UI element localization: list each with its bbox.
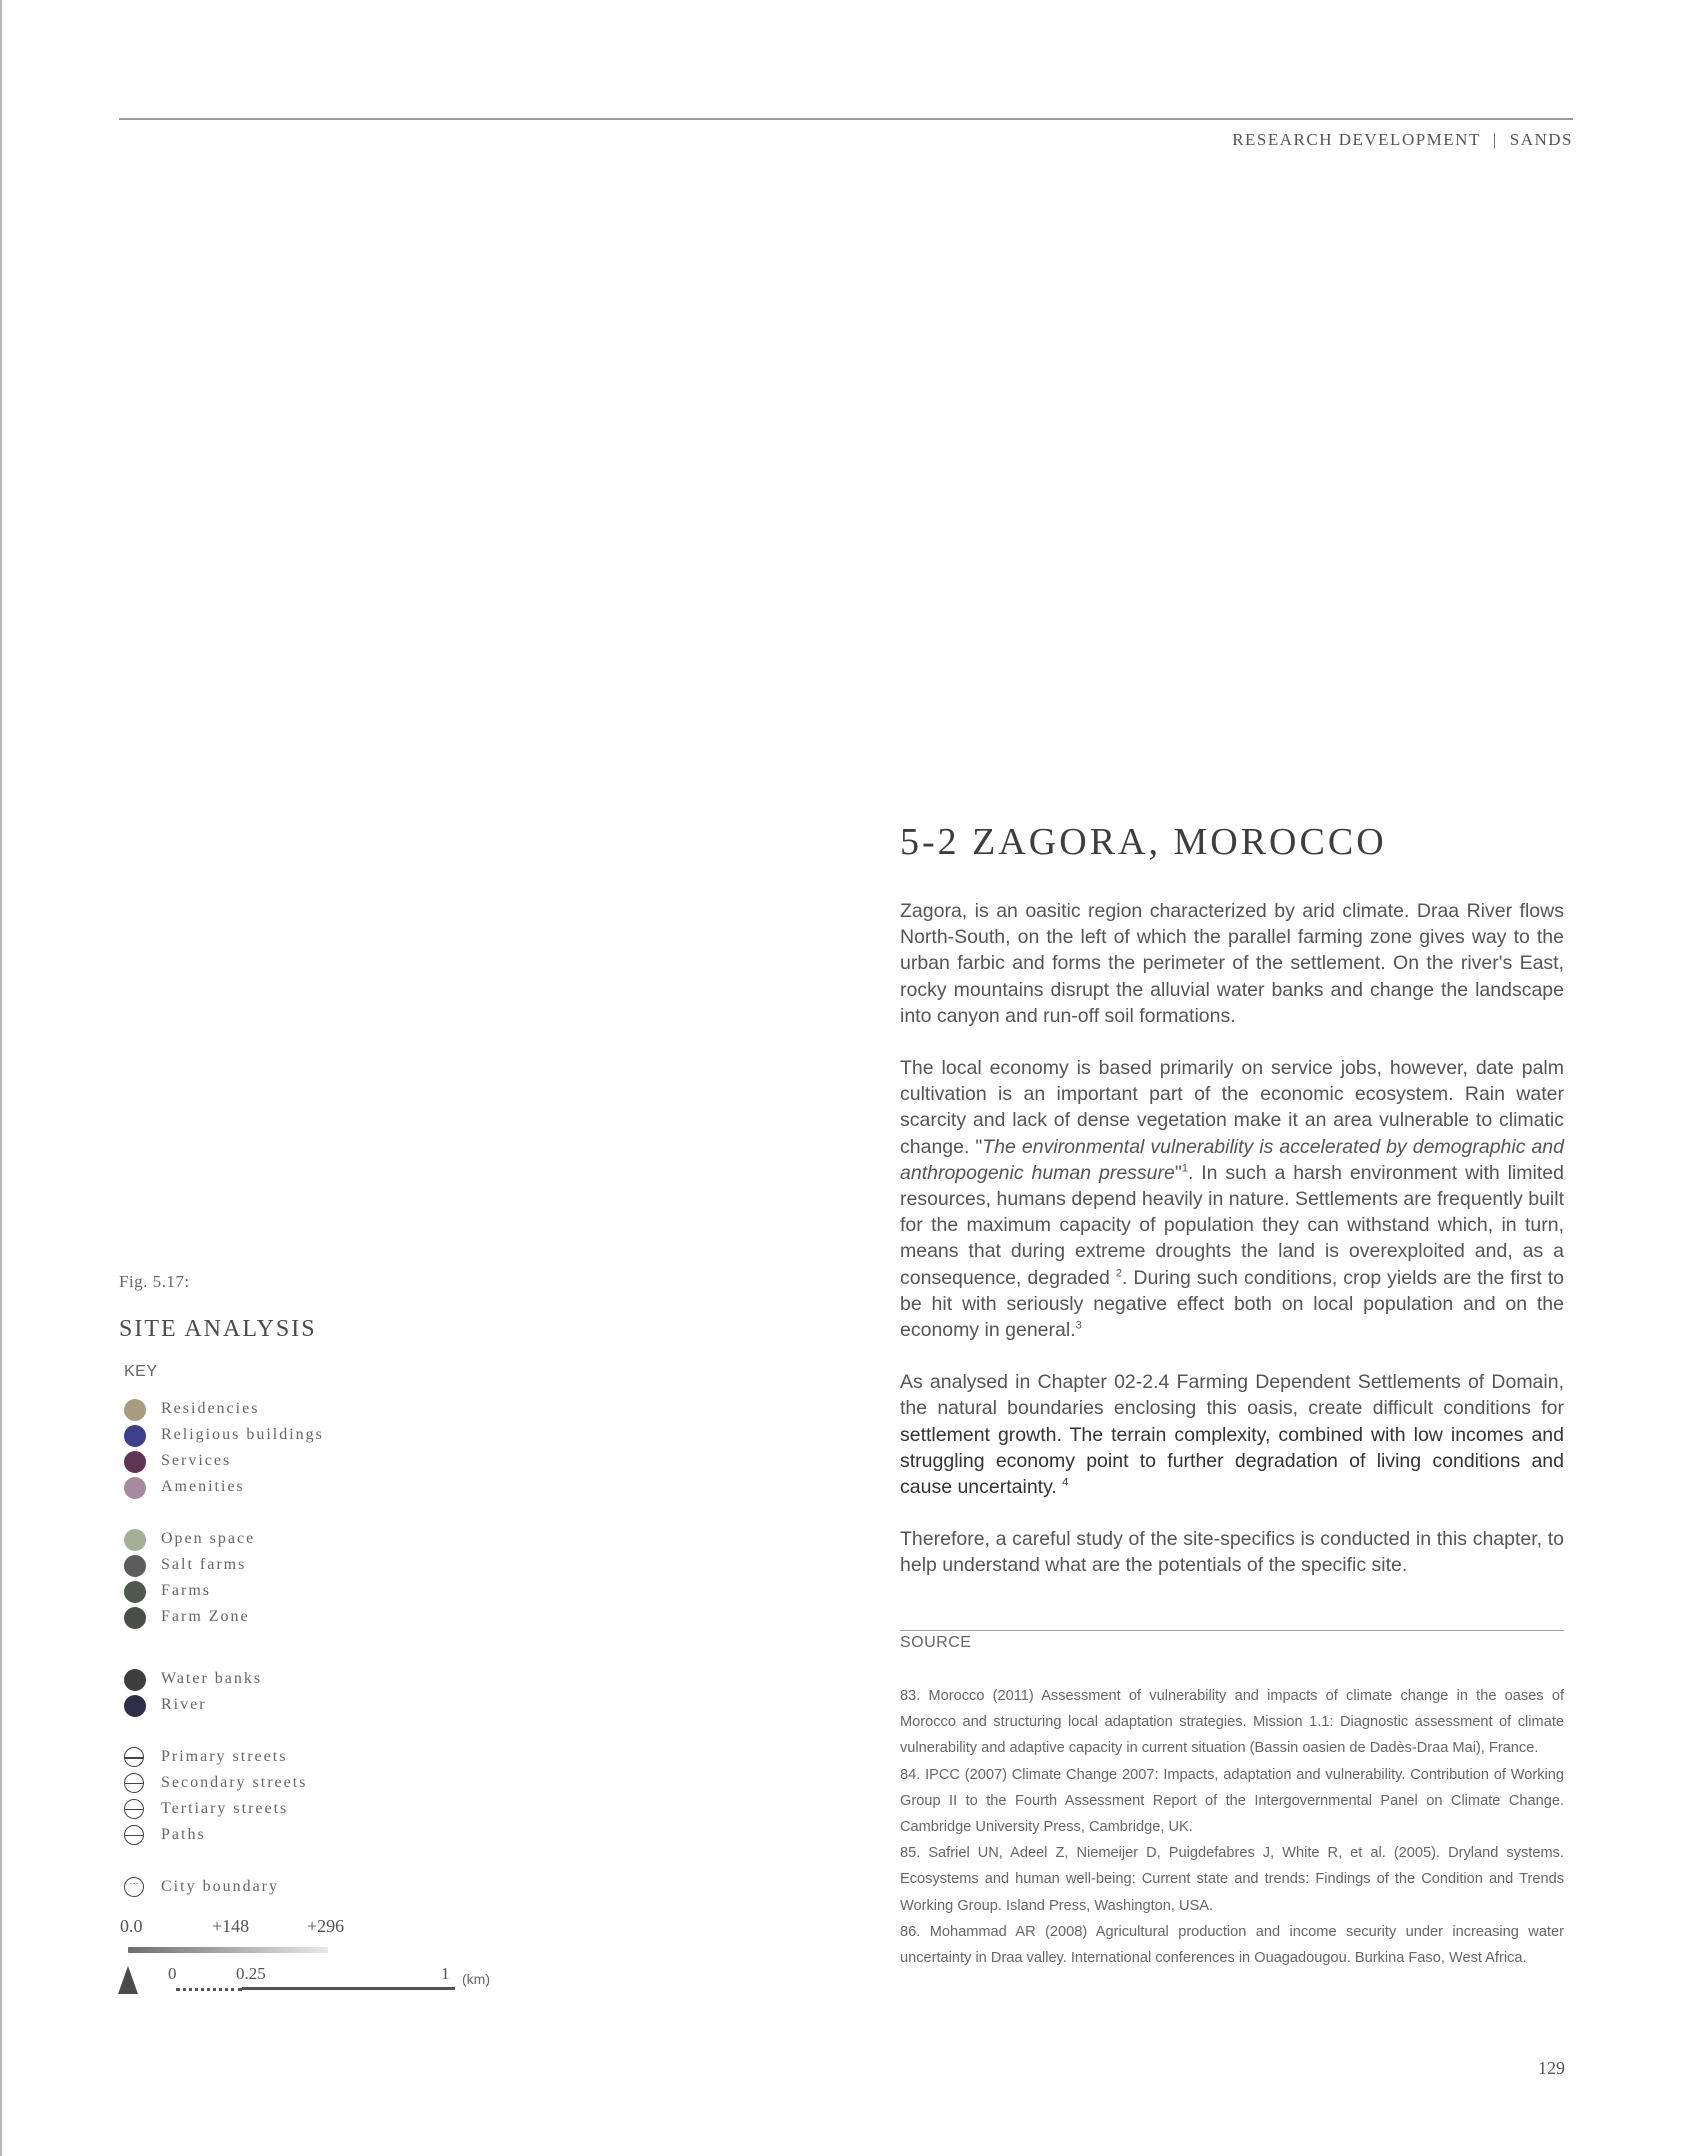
legend-label: Tertiary streets — [161, 1800, 289, 1817]
legend-label: Farms — [161, 1582, 211, 1599]
elevation-gradient-bar — [128, 1947, 328, 1953]
header-section: RESEARCH DEVELOPMENT — [1232, 130, 1481, 149]
legend-label: Water banks — [161, 1670, 263, 1687]
reference-item: 85. Safriel UN, Adeel Z, Niemeijer D, Puigdefabres J, White R, et al. (2005). Dryland systems. Ecosystems and human well-being: Current state and trends: Findings of the Condition and Trends Working Group. Island Press, Washington, USA. — [900, 1845, 1564, 1914]
elevation-mid: +148 — [212, 1916, 250, 1936]
legend-label: Salt farms — [161, 1556, 247, 1573]
legend-label: Paths — [161, 1826, 206, 1843]
elevation-max: +296 — [307, 1916, 345, 1936]
scale-quarter: 0.25 — [236, 1964, 266, 1983]
paragraph-4: Therefore, a careful study of the site-specifics is conducted in this chapter, to help understand what are the potentials of the specific site. — [900, 1528, 1564, 1577]
salt-farms-swatch-icon — [124, 1555, 146, 1577]
farms-swatch-icon — [124, 1581, 146, 1603]
residencies-swatch-icon — [124, 1399, 146, 1421]
legend-label: Services — [161, 1452, 232, 1469]
paragraph-3-text-a: As analysed in Chapter 02-2.4 Farming Dependent Settlements of Domain, the natural boundaries enclosing this oasis, create difficult conditions for — [900, 1371, 1564, 1420]
paragraph-2-text-d: . During such conditions, crop yields are the first to be hit with seriously negative effect both on local population and on the economy in general. — [900, 1266, 1564, 1342]
reference-item: 83. Morocco (2011) Assessment of vulnerability and impacts of climate change in the oases of Morocco and structuring local adaptation strategies. Mission 1.1: Diagnostic assessment of climate vulnerability and adaptive capacity in current situation (Bassin oasien de Dadès-Draa Mai), France. — [900, 1688, 1564, 1757]
reference-item: 86. Mohammad AR (2008) Agricultural production and income security under increasing water uncertainty in Draa valley. International conferences in Ouagadougou. Burkina Faso, West Africa. — [900, 1923, 1564, 1967]
footnote-ref-3: 3 — [1075, 1319, 1082, 1332]
river-swatch-icon — [124, 1695, 146, 1717]
paragraph-2-text-a: The local economy is based primarily on service jobs, however, date palm cultivation is an important part of the economic ecosystem. Rain water scarcity and lack of dense vegetation make it an area vulnerable to climatic change. " — [900, 1057, 1564, 1158]
site-analysis-title: SITE ANALYSIS — [119, 1316, 317, 1342]
elevation-min: 0.0 — [120, 1916, 143, 1936]
scale-zero: 0 — [168, 1964, 177, 1983]
header-separator: | — [1492, 130, 1498, 149]
source-label: SOURCE — [900, 1634, 972, 1651]
legend-label: Residencies — [161, 1400, 260, 1417]
running-header — [1232, 130, 1573, 150]
secondary-street-icon — [124, 1773, 144, 1793]
water-banks-swatch-icon — [124, 1669, 146, 1691]
legend-label: Secondary streets — [161, 1774, 308, 1791]
header-chapter: SANDS — [1509, 130, 1573, 149]
paragraph-2-text-c: . In such a harsh environment with limited resources, humans depend heavily in nature. Settlements are frequently built for the maximum capacity of population they can withstand which, in turn, means that during extreme droughts the land is overexploited and, as a consequence, degraded — [900, 1161, 1564, 1289]
legend-label: Primary streets — [161, 1748, 288, 1765]
legend-label: River — [161, 1696, 207, 1713]
scale-one: 1 — [441, 1964, 450, 1983]
paragraph-1: Zagora, is an oasitic region characterized by arid climate. Draa River flows North-South, on the left of which the parallel farming zone gives way to the urban farbic and forms the perimeter of the settlement. On the river's East, rocky mountains disrupt the alluvial water banks and change the landscape into canyon and run-off soil formations. — [900, 900, 1564, 1027]
figure-label: Fig. 5.17: — [119, 1272, 190, 1291]
source-rule — [900, 1630, 1564, 1631]
farm-zone-swatch-icon — [124, 1607, 146, 1629]
legend-label: Open space — [161, 1530, 256, 1547]
amenities-swatch-icon — [124, 1477, 146, 1499]
paragraph-2-text-b: " — [1174, 1161, 1182, 1184]
legend-label: Religious buildings — [161, 1426, 324, 1443]
path-icon — [124, 1825, 144, 1845]
reference-list — [900, 1683, 1564, 1971]
scale-bar-solid — [242, 1987, 455, 1990]
footnote-ref-1: 1 — [1181, 1162, 1188, 1175]
legend-label: City boundary — [161, 1878, 279, 1895]
north-arrow-icon — [118, 1966, 138, 1994]
page-title: 5-2 ZAGORA, MOROCCO — [900, 821, 1387, 863]
key-label: KEY — [124, 1363, 158, 1380]
footnote-ref-2: 2 — [1115, 1267, 1122, 1280]
services-swatch-icon — [124, 1451, 146, 1473]
primary-street-icon — [124, 1747, 144, 1767]
open-space-swatch-icon — [124, 1529, 146, 1551]
page-number: 129 — [1538, 2058, 1565, 2078]
paragraph-2 — [900, 1055, 1564, 1343]
paragraph-3 — [900, 1369, 1564, 1500]
scale-bar-dotted — [176, 1988, 242, 1991]
body-text — [900, 898, 1564, 1605]
reference-item: 84. IPCC (2007) Climate Change 2007: Impacts, adaptation and vulnerability. Contribution of Working Group II to the Fourth Assessment Report of the Intergovernmental Panel on Climate Change. Cambridge University Press, Cambridge, UK. — [900, 1766, 1564, 1836]
tertiary-street-icon — [124, 1799, 144, 1819]
footnote-ref-4: 4 — [1062, 1476, 1069, 1489]
paragraph-2-quote: The environmental vulnerability is accelerated by demographic and anthropogenic human pressure — [900, 1135, 1564, 1184]
top-rule — [119, 118, 1573, 120]
city-boundary-icon: ··· — [124, 1877, 144, 1897]
legend-label: Amenities — [161, 1478, 245, 1495]
legend-label: Farm Zone — [161, 1608, 250, 1625]
page-edge — [0, 0, 2, 2156]
scale-unit: (km) — [462, 1971, 490, 1987]
paragraph-3-text-b: settlement growth. The terrain complexity, combined with low incomes and struggling economy point to further degradation of living conditions and cause uncertainty. — [900, 1423, 1564, 1499]
religious-buildings-swatch-icon — [124, 1425, 146, 1447]
